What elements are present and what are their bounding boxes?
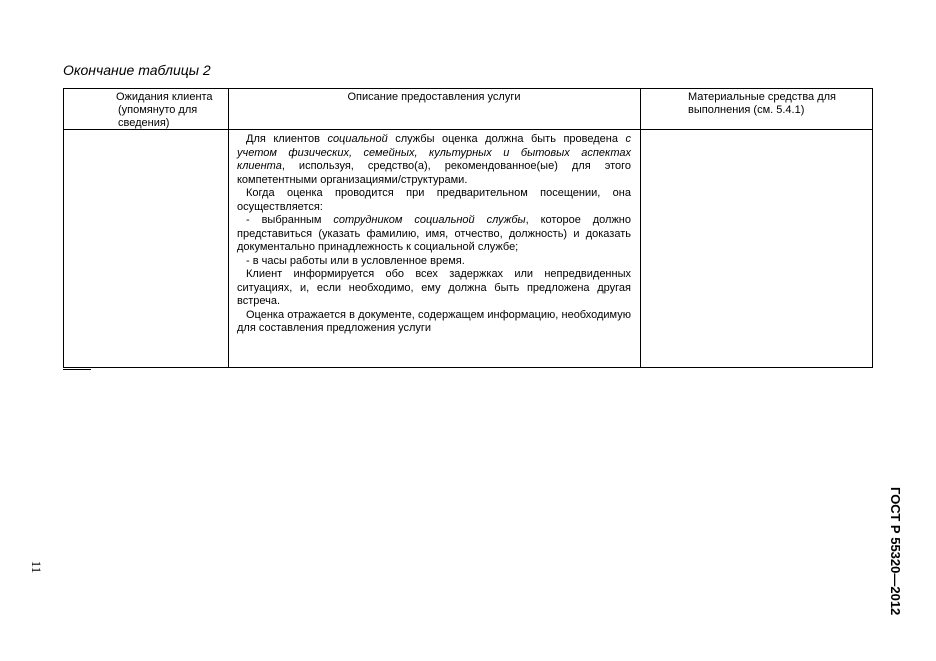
header-line: Материальные средства для (688, 91, 837, 103)
list-item: - выбранным сотрудником социальной службы, которое должно представиться (указать фамилию, имя, отчество, должность) и доказать документально принадлежность к социальной службе; (237, 214, 631, 253)
header-line: сведения) (118, 117, 170, 129)
paragraph: Оценка отражается в документе, содержащем информацию, необходимую для составления предложения услуги (237, 308, 631, 334)
services-table (63, 88, 873, 368)
header-line: (упомянуто для (118, 104, 198, 116)
column-divider-1 (228, 89, 229, 367)
header-line: Описание предоставления услуги (347, 91, 521, 103)
paragraph: Клиент информируется обо всех задержках или непредвиденных ситуациях, и, если необходимо, ему должна быть предложена другая встреча. (237, 268, 631, 307)
header-line: выполнения (см. 5.4.1) (688, 104, 805, 116)
page-number: 11 (29, 560, 44, 574)
paragraph: Когда оценка проводится при предварительном посещении, она осуществляется: (237, 187, 631, 213)
header-material-means (688, 91, 868, 117)
header-service-description (228, 91, 640, 104)
column-divider-2 (640, 89, 641, 367)
document-code: ГОСТ Р 55320—2012 (888, 487, 903, 616)
table-caption: Окончание таблицы 2 (63, 62, 211, 78)
service-description-cell (237, 133, 631, 336)
list-item: - в часы работы или в условленное время. (246, 254, 465, 267)
header-line: Ожидания клиента (116, 91, 213, 103)
paragraph: Для клиентов социальной службы оценка должна быть проведена с учетом физических, семейных, культурных и бытовых аспектах клиента, используя, средство(а), рекомендованное(ые) для этого компетентными организациями/структурами. (237, 133, 631, 186)
table-end-mark (63, 369, 91, 370)
header-client-expectations (116, 91, 226, 130)
